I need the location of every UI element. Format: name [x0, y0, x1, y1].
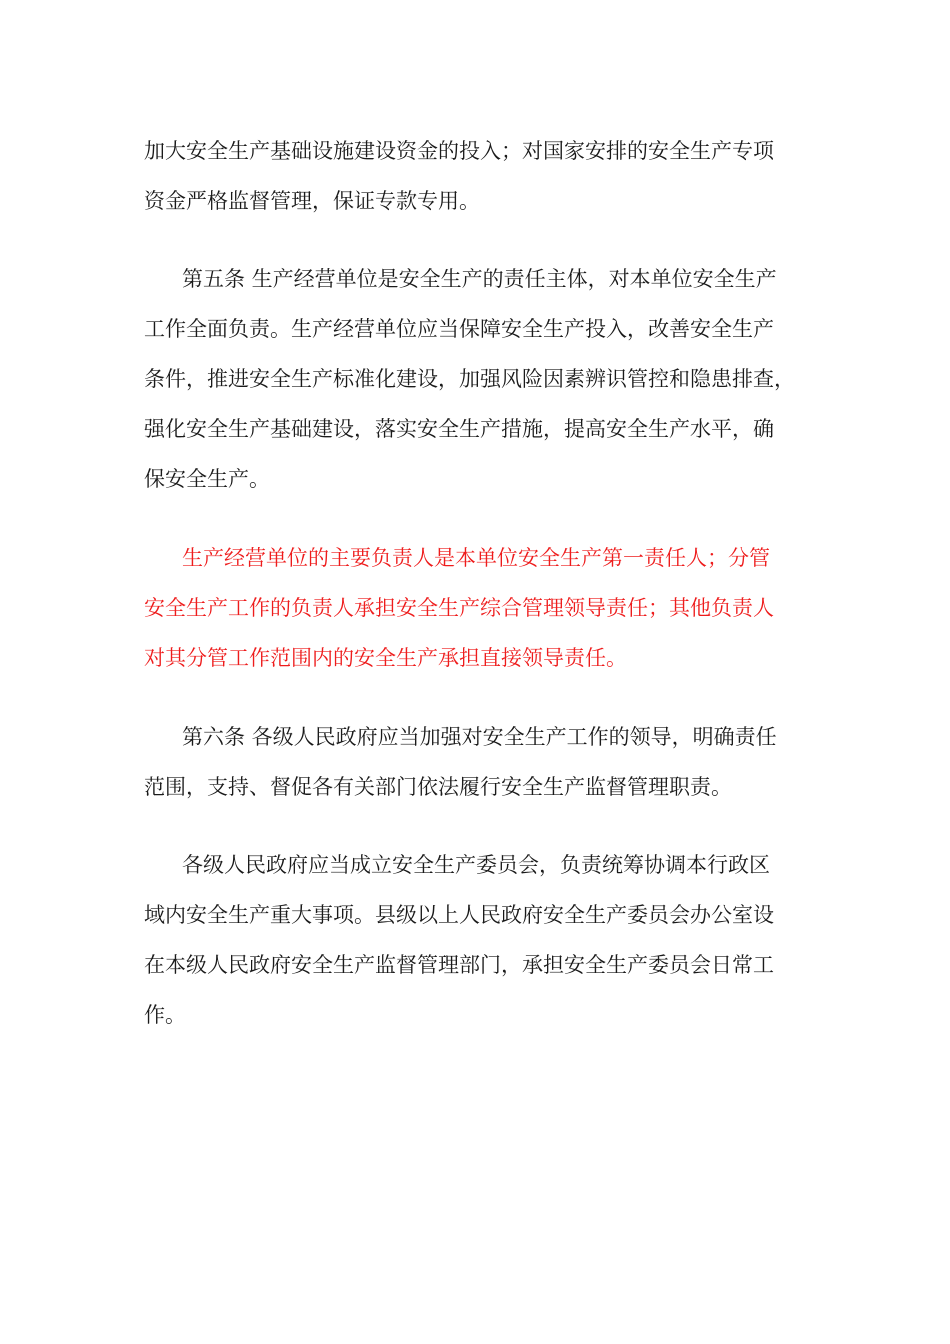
paragraph-line: 域内安全生产重大事项。县级以上人民政府安全生产委员会办公室设 [144, 903, 774, 927]
paragraph-line: 资金严格监督管理，保证专款专用。 [144, 189, 480, 213]
paragraph-line: 第五条 生产经营单位是安全生产的责任主体，对本单位安全生产 [182, 267, 777, 291]
paragraph-line: 对其分管工作范围内的安全生产承担直接领导责任。 [144, 646, 627, 670]
paragraph-line: 范围，支持、督促各有关部门依法履行安全生产监督管理职责。 [144, 775, 732, 799]
paragraph-line: 作。 [144, 1003, 186, 1027]
paragraph-line: 在本级人民政府安全生产监督管理部门，承担安全生产委员会日常工 [144, 953, 774, 977]
paragraph-line: 条件，推进安全生产标准化建设，加强风险因素辨识管控和隐患排查， [144, 367, 795, 391]
paragraph-line: 强化安全生产基础建设，落实安全生产措施，提高安全生产水平，确 [144, 417, 774, 441]
paragraph-line: 第六条 各级人民政府应当加强对安全生产工作的领导，明确责任 [182, 725, 777, 749]
paragraph-line: 加大安全生产基础设施建设资金的投入；对国家安排的安全生产专项 [144, 139, 774, 163]
paragraph-line: 工作全面负责。生产经营单位应当保障安全生产投入，改善安全生产 [144, 317, 774, 341]
paragraph-line: 保安全生产。 [144, 467, 270, 491]
paragraph-line: 各级人民政府应当成立安全生产委员会，负责统筹协调本行政区 [182, 853, 770, 877]
paragraph-line: 生产经营单位的主要负责人是本单位安全生产第一责任人；分管 [182, 546, 770, 570]
paragraph-line: 安全生产工作的负责人承担安全生产综合管理领导责任；其他负责人 [144, 596, 774, 620]
